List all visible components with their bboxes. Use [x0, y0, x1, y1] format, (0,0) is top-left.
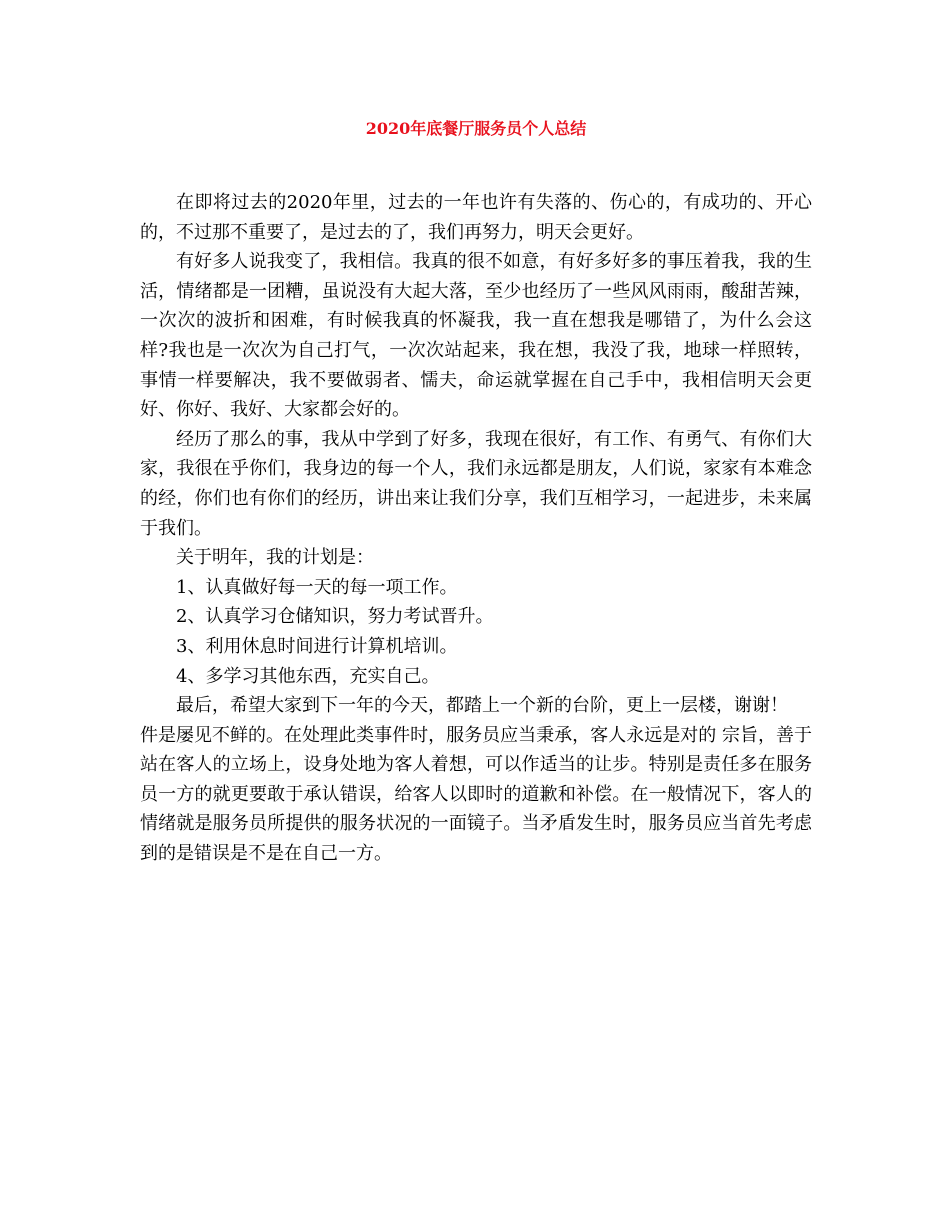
plan-item-4: 4、多学习其他东西，充实自己。 [176, 665, 440, 687]
plan-item-3: 3、利用休息时间进行计算机培训。 [176, 635, 458, 657]
paragraph-experience: 经历了那么的事，我从中学到了好多，我现在很好，有工作、有勇气、有你们大家，我很在乎你们，我身边的每一个人，我们永远都是朋友，人们说，家家有本难念的经，你们也有你们的经历，讲出来让我们分享，我们互相学习，一起进步，未来属于我们。 [140, 428, 812, 539]
plan-item-2: 2、认真学习仓储知识，努力考试晋升。 [176, 606, 494, 628]
document-title: 2020年底餐厅服务员个人总结 [365, 119, 587, 138]
paragraph-service-note: 件是屡见不鲜的。在处理此类事件时，服务员应当秉承，客人永远是对的 宗旨，善于站在客人的立场上，设身处地为客人着想，可以作适当的让步。特别是责任多在服务员一方的就更要敢于承认错误，给客人以即时的道歉和补偿。在一般情况下，客人的情绪就是服务员所提供的服务状况的一面镜子。当矛盾发生时，服务员应当首先考虑到的是错误是不是在自己一方。 [140, 724, 812, 865]
paragraph-closing: 最后，希望大家到下一年的今天，都踏上一个新的台阶，更上一层楼，谢谢！ [176, 695, 788, 717]
paragraph-plan-heading: 关于明年，我的计划是： [176, 547, 374, 569]
document-body [140, 188, 812, 869]
paragraph-changes: 有好多人说我变了，我相信。我真的很不如意，有好多好多的事压着我，我的生活，情绪都是一团糟，虽说没有大起大落，至少也经历了一些风风雨雨，酸甜苦辣，一次次的波折和困难，有时候我真的怀凝我，我一直在想我是哪错了，为什么会这样?我也是一次次为自己打气，一次次站起来，我在想，我没了我，地球一样照转，事情一样要解决，我不要做弱者、懦夫，命运就掌握在自己手中，我相信明天会更好、你好、我好、大家都会好的。 [140, 251, 812, 421]
document-page [140, 118, 812, 869]
plan-item-1: 1、认真做好每一天的每一项工作。 [176, 576, 458, 598]
paragraph-intro: 在即将过去的2020年里，过去的一年也许有失落的、伤心的，有成功的、开心的，不过那不重要了，是过去的了，我们再努力，明天会更好。 [140, 192, 812, 243]
